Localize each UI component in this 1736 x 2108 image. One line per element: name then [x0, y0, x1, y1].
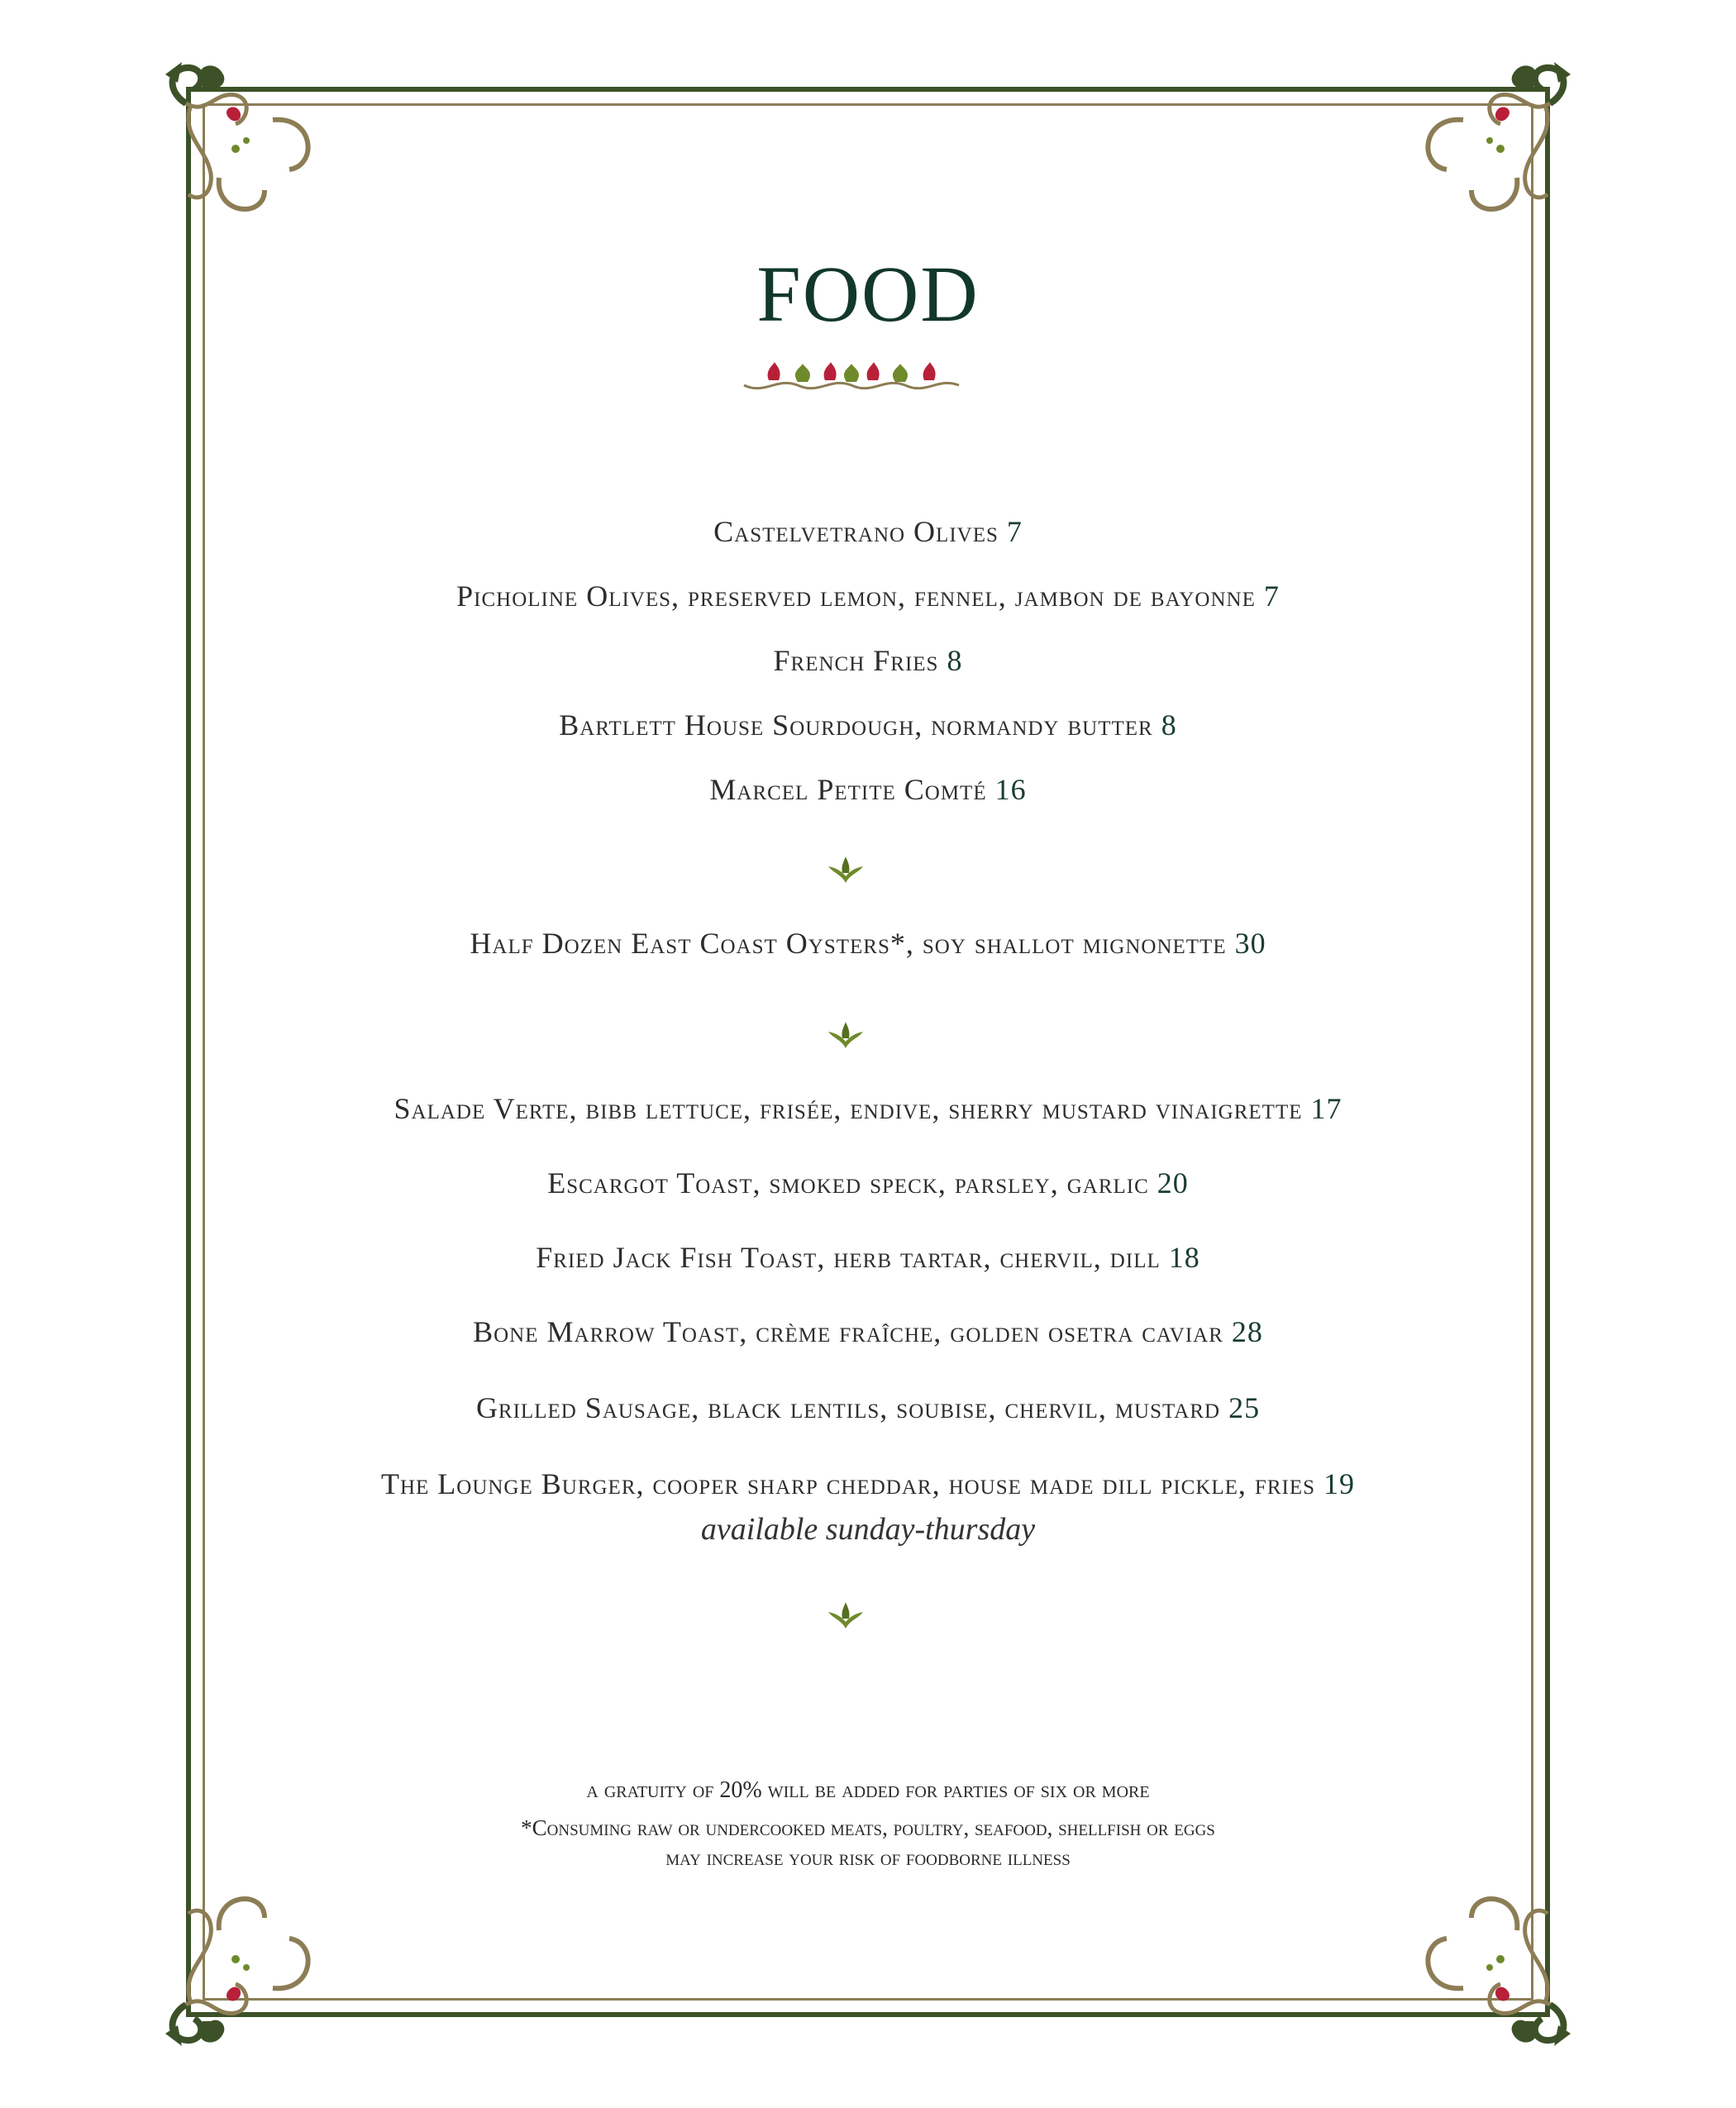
sprig-icon	[827, 1022, 865, 1050]
menu-item-price: 7	[1006, 515, 1023, 548]
menu-item	[0, 1467, 1736, 1501]
sprig-icon	[827, 1602, 865, 1630]
menu-item-name: Bartlett House Sourdough, normandy butter	[559, 708, 1153, 742]
menu-item	[0, 1314, 1736, 1349]
menu-item-price: 19	[1323, 1467, 1356, 1500]
menu-item	[0, 1091, 1736, 1126]
menu-item-name: Grilled Sausage, black lentils, soubise, chervil, mustard	[475, 1391, 1221, 1424]
page-title: FOOD	[756, 250, 980, 338]
menu-item-price: 8	[1161, 708, 1177, 742]
corner-flourish-icon	[157, 1868, 339, 2050]
corner-flourish-icon	[157, 58, 339, 240]
menu-item-name: Marcel Petite Comté	[709, 773, 987, 806]
menu-item-name: Picholine Olives, preserved lemon, fennel, jambon de bayonne	[456, 579, 1256, 613]
burger-availability-note: available sunday-thursday	[700, 1512, 1036, 1547]
menu-item-price: 30	[1234, 927, 1266, 960]
menu-item-name: Castelvetrano Olives	[713, 515, 999, 548]
menu-item-price: 28	[1231, 1315, 1263, 1348]
menu-item-name: Half Dozen East Coast Oysters*, soy shallot mignonette	[470, 927, 1227, 960]
menu-item-price: 20	[1157, 1166, 1189, 1199]
menu-item-price: 17	[1310, 1092, 1343, 1125]
menu-item-name: Escargot Toast, smoked speck, parsley, garlic	[547, 1166, 1149, 1199]
menu-item-price: 25	[1228, 1391, 1261, 1424]
menu-item-name: Bone Marrow Toast, crème fraîche, golden osetra caviar	[473, 1315, 1223, 1348]
menu-item-price: 7	[1263, 579, 1280, 613]
menu-item-price: 16	[994, 773, 1027, 806]
menu-item	[0, 1166, 1736, 1200]
menu-item-price: 8	[947, 644, 963, 677]
menu-item-price: 18	[1168, 1241, 1200, 1274]
gratuity-note: a gratuity of 20% will be added for parties of six or more	[586, 1777, 1150, 1803]
raw-food-warning-continued: may increase your risk of foodborne illness	[665, 1845, 1071, 1870]
sprig-icon	[827, 856, 865, 885]
raw-food-warning: *Consuming raw or undercooked meats, poultry, seafood, shellfish or eggs	[521, 1815, 1215, 1840]
menu-item	[0, 579, 1736, 613]
menu-item-name: The Lounge Burger, cooper sharp cheddar, house made dill pickle, fries	[380, 1467, 1316, 1500]
menu-item-name: Fried Jack Fish Toast, herb tartar, chervil, dill	[536, 1241, 1161, 1274]
corner-flourish-icon	[1397, 1868, 1579, 2050]
menu-item	[0, 772, 1736, 807]
menu-item-name: Salade Verte, bibb lettuce, frisée, endive, sherry mustard vinaigrette	[393, 1092, 1303, 1125]
menu-item	[0, 926, 1736, 961]
menu-item	[0, 1390, 1736, 1425]
menu-item	[0, 708, 1736, 742]
menu-item	[0, 514, 1736, 549]
menu-item-name: French Fries	[773, 644, 939, 677]
corner-flourish-icon	[1397, 58, 1579, 240]
menu-item	[0, 1240, 1736, 1275]
menu-item	[0, 643, 1736, 678]
divider-flourish-icon	[740, 362, 963, 395]
